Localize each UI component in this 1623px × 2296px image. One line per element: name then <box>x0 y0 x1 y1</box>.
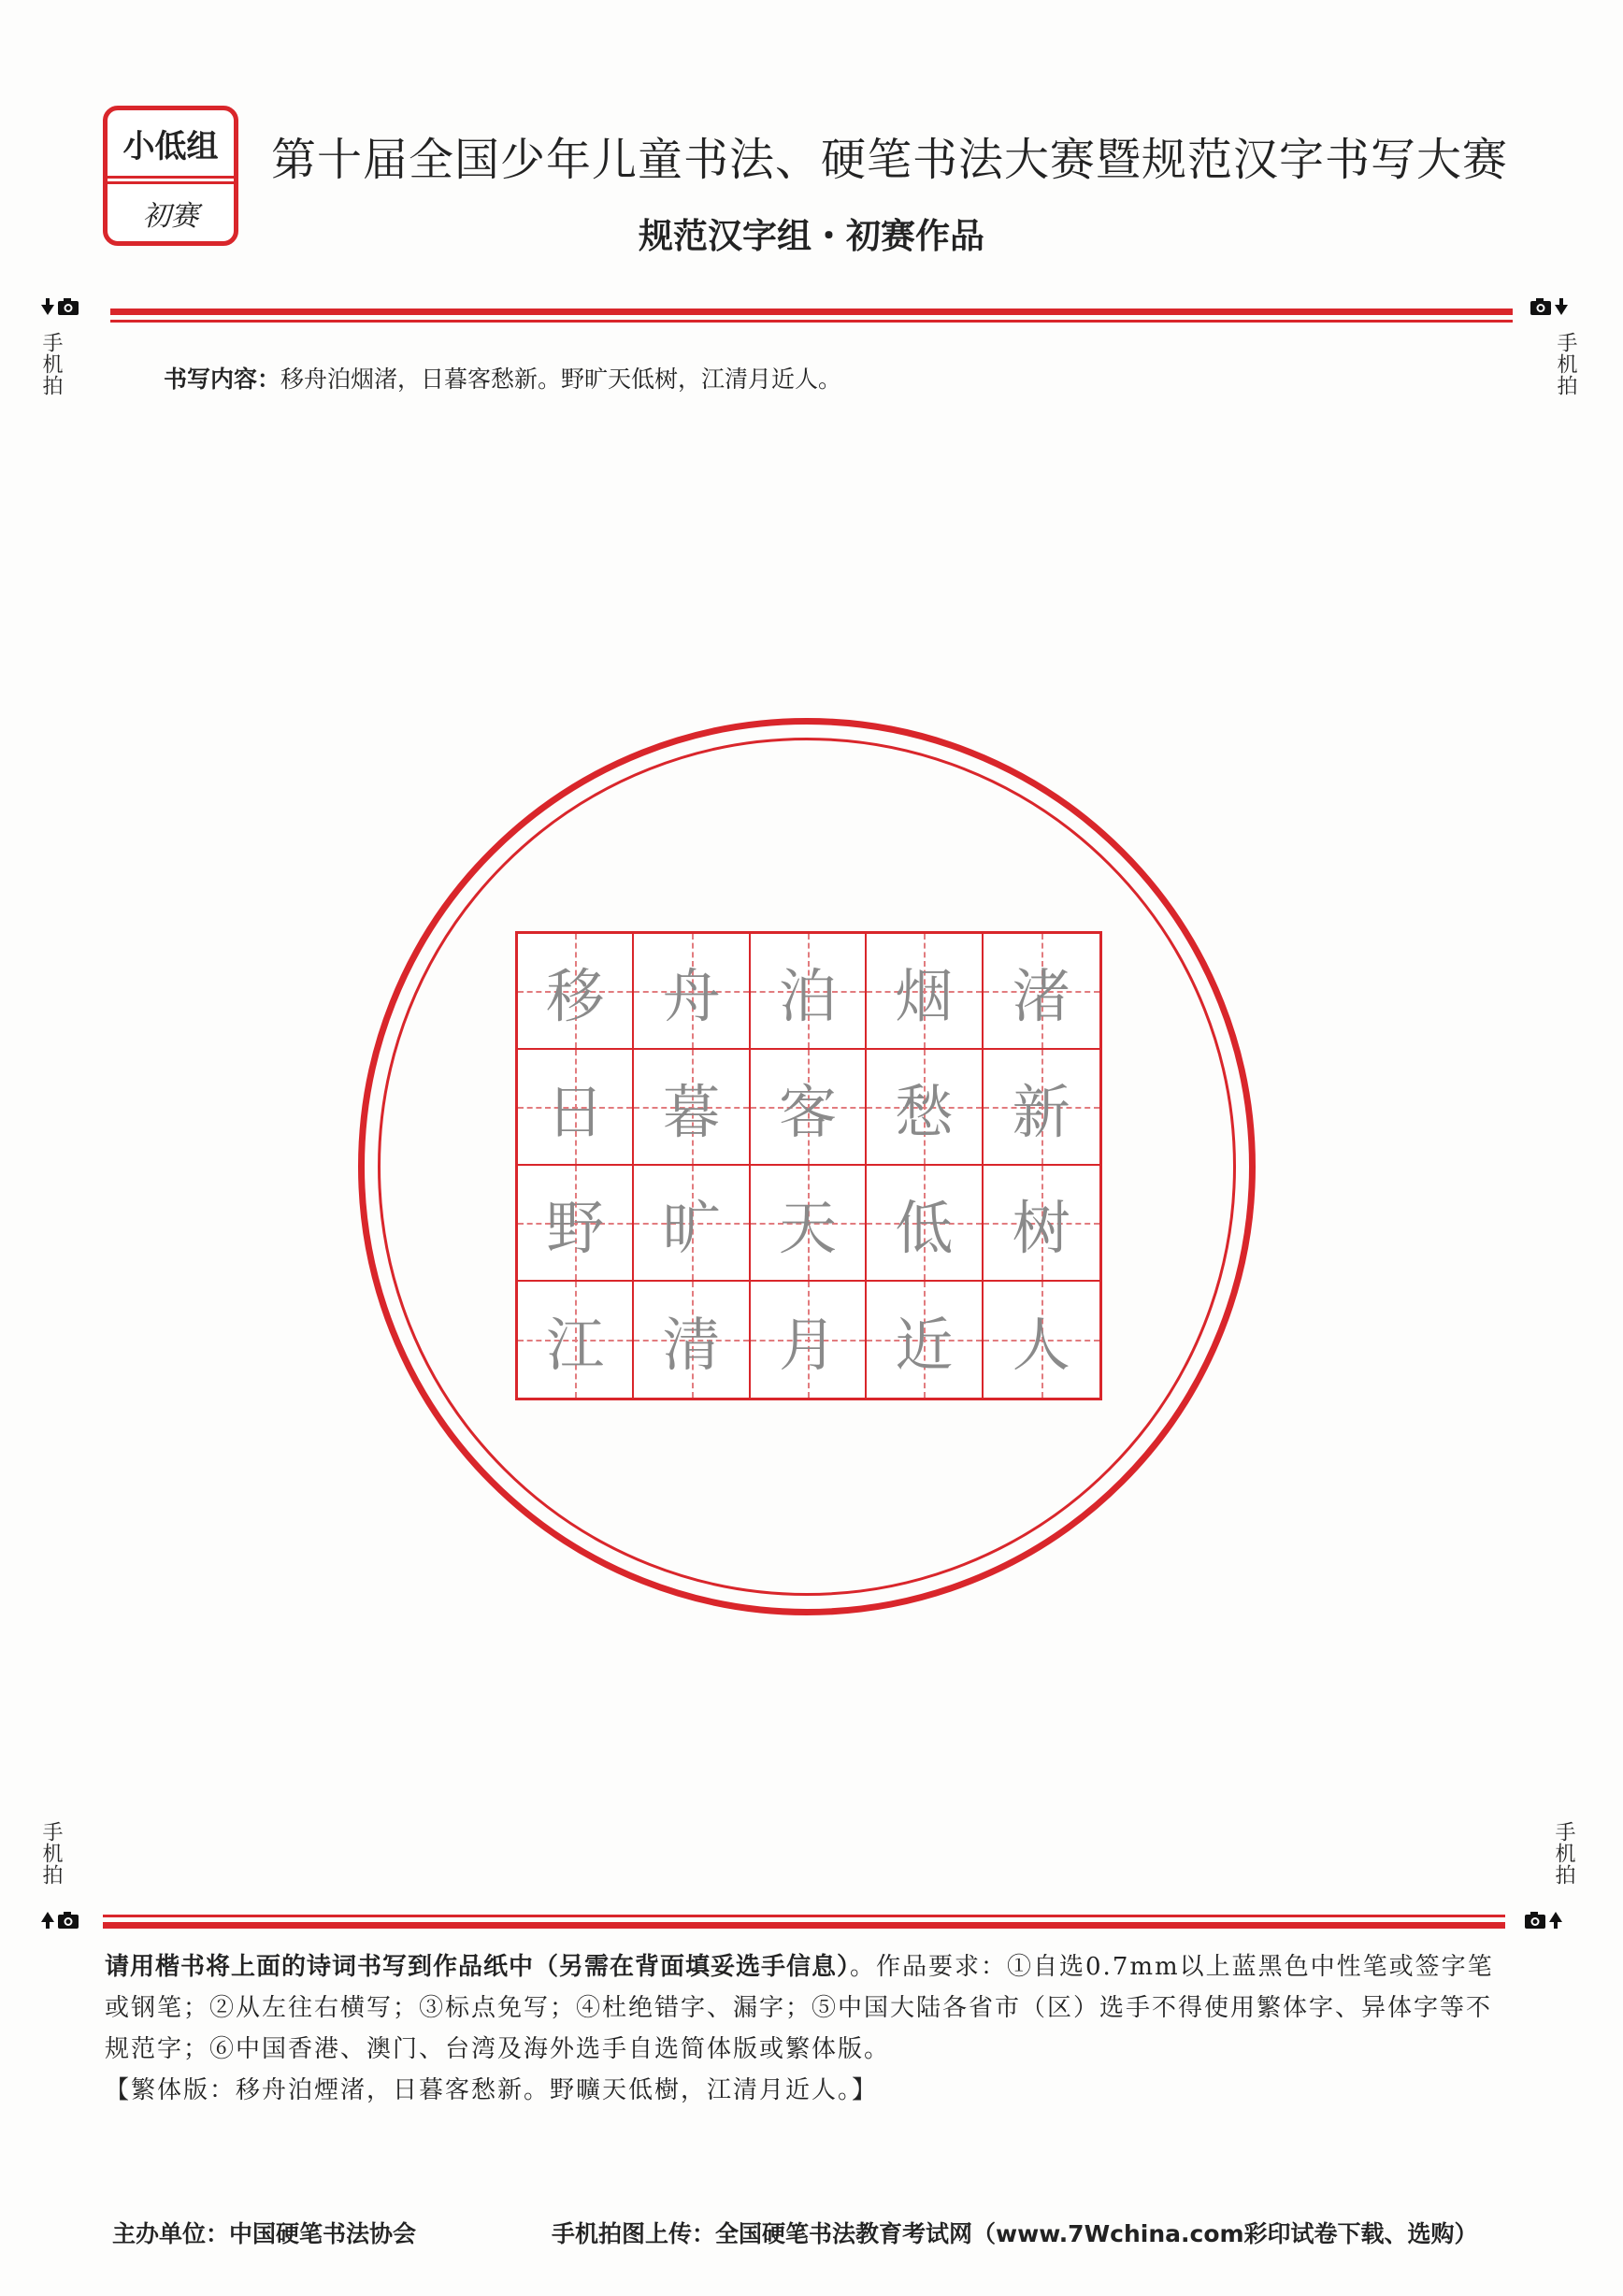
instructions-block <box>105 1946 1516 2111</box>
arrow-up-icon <box>41 1912 54 1929</box>
bottom-rule-thin <box>103 1915 1505 1917</box>
grid-cell <box>518 1050 634 1166</box>
grid-cell <box>867 934 983 1050</box>
arrow-up-icon <box>1549 1912 1562 1929</box>
photo-marker-top-right <box>1530 297 1568 316</box>
top-rule-thin <box>110 320 1513 323</box>
camera-icon <box>1524 1911 1546 1930</box>
grid-char: 愁 <box>895 1077 954 1146</box>
grid-cell <box>518 934 634 1050</box>
grid-cell <box>751 934 867 1050</box>
photo-hint-bottom-right: 手机拍 <box>1552 1821 1575 1886</box>
grid-char: 清 <box>662 1310 721 1379</box>
camera-icon <box>1530 297 1552 316</box>
grid-char: 泊 <box>778 961 837 1030</box>
grid-char: 旷 <box>662 1193 721 1262</box>
photo-marker-top-left <box>41 297 79 316</box>
grid-char: 移 <box>546 961 605 1030</box>
grid-cell <box>634 1050 750 1166</box>
stamp-divider <box>108 176 234 179</box>
grid-char: 人 <box>1012 1310 1070 1379</box>
grid-char: 渚 <box>1012 961 1070 1030</box>
instructions-body: 。作品要求：①自选0.7mm以上蓝黑色中性笔或签字笔或钢笔；②从左往右横写；③标点免写；④杜绝错字、漏字；⑤中国大陆各省市（区）选手不得使用繁体字、异体字等不规范字；⑥中国香港、澳门、台湾及海外选手自选简体版或繁体版。 <box>105 1953 1494 2063</box>
grid-char: 近 <box>895 1310 954 1379</box>
grid-char: 暮 <box>662 1077 721 1146</box>
organizer-text: 主办单位：中国硬笔书法协会 <box>112 2220 417 2247</box>
grid-cell <box>518 1166 634 1282</box>
grid-char: 舟 <box>662 961 721 1030</box>
grid-char: 江 <box>546 1310 605 1379</box>
contest-subtitle: 规范汉字组・初赛作品 <box>639 216 984 256</box>
grid-char: 低 <box>895 1193 954 1262</box>
grid-cell <box>984 934 1099 1050</box>
grid-char: 烟 <box>895 961 954 1030</box>
photo-hint-top-right: 手机拍 <box>1554 332 1577 396</box>
grid-cell <box>751 1282 867 1398</box>
traditional-version-text: 【繁体版：移舟泊煙渚，日暮客愁新。野曠天低樹，江清月近人。】 <box>105 2076 879 2104</box>
writing-content-text: 移舟泊烟渚，日暮客愁新。野旷天低树，江清月近人。 <box>280 366 842 393</box>
camera-icon <box>57 297 79 316</box>
contest-title: 第十届全国少年儿童书法、硬笔书法大赛暨规范汉字书写大赛 <box>271 134 1509 186</box>
grid-cell <box>634 934 750 1050</box>
photo-hint-top-left: 手机拍 <box>39 332 63 396</box>
grid-cell <box>518 1282 634 1398</box>
grid-char: 日 <box>546 1077 605 1146</box>
grid-char: 新 <box>1012 1077 1070 1146</box>
grid-char: 月 <box>778 1310 837 1379</box>
writing-content-label: 书写内容： <box>164 366 281 393</box>
stamp-stage-label: 初赛 <box>142 200 199 233</box>
photo-marker-bottom-right <box>1524 1911 1562 1930</box>
upload-info-text: 手机拍图上传：全国硬笔书法教育考试网（www.7Wchina.com彩印试卷下载、选购） <box>552 2220 1478 2247</box>
grid-cell <box>634 1166 750 1282</box>
grid-cell <box>867 1050 983 1166</box>
stamp-divider <box>108 181 234 184</box>
grid-cell <box>751 1050 867 1166</box>
grid-cell <box>867 1166 983 1282</box>
instructions-lead: 请用楷书将上面的诗词书写到作品纸中（另需在背面填妥选手信息） <box>105 1953 851 1981</box>
top-rule-thick <box>110 309 1513 315</box>
photo-marker-bottom-left <box>41 1911 79 1930</box>
arrow-down-icon <box>41 298 54 315</box>
grid-cell <box>634 1282 750 1398</box>
grid-char: 天 <box>778 1193 837 1262</box>
bottom-rule-thick <box>103 1922 1505 1929</box>
arrow-down-icon <box>1555 298 1568 315</box>
grid-cell <box>984 1282 1099 1398</box>
photo-hint-bottom-left: 手机拍 <box>39 1821 63 1886</box>
writing-grid <box>515 931 1102 1400</box>
grid-cell <box>867 1282 983 1398</box>
writing-content-line <box>164 361 841 395</box>
grid-char: 树 <box>1012 1193 1070 1262</box>
grid-char: 客 <box>778 1077 837 1146</box>
grid-cell <box>984 1166 1099 1282</box>
grid-char: 野 <box>546 1193 605 1262</box>
grid-cell <box>984 1050 1099 1166</box>
camera-icon <box>57 1911 79 1930</box>
stamp-group-label: 小低组 <box>122 127 219 165</box>
grid-cell <box>751 1166 867 1282</box>
